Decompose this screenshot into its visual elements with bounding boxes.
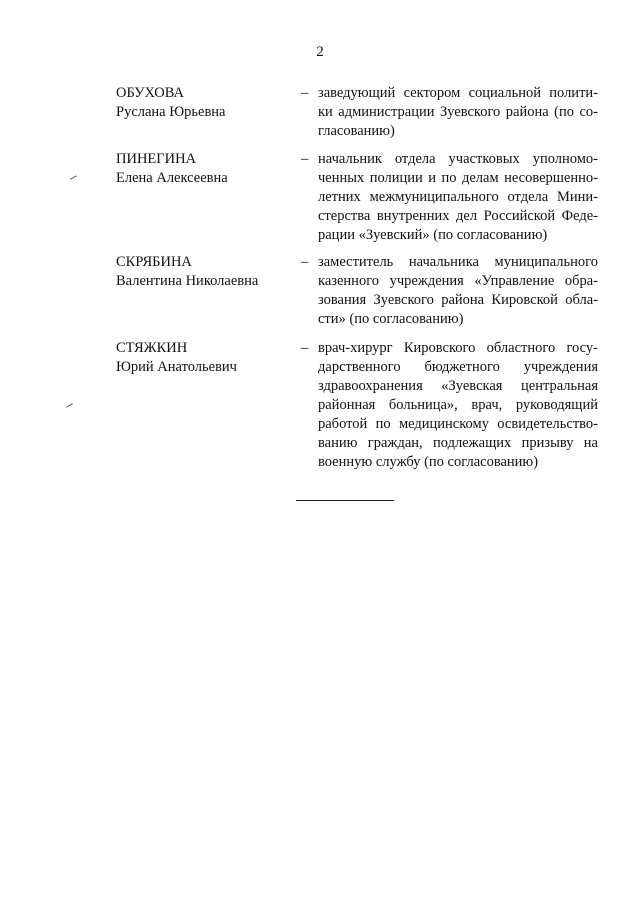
scan-speck <box>66 403 73 407</box>
member-surname: СКРЯБИНА <box>116 254 192 270</box>
member-name <box>116 253 286 291</box>
position-line: казенного учреждения «Управление обра- <box>318 273 598 289</box>
dash-separator: – <box>301 340 309 356</box>
member-position <box>318 84 598 141</box>
member-given-names: Юрий Анатольевич <box>116 359 237 375</box>
closing-rule <box>296 500 394 501</box>
member-surname: ПИНЕГИНА <box>116 151 197 167</box>
position-line: гласованию) <box>318 123 395 139</box>
position-line: заведующий сектором социальной полити- <box>318 85 598 101</box>
member-name <box>116 339 286 377</box>
member-given-names: Елена Алексеевна <box>116 170 228 186</box>
scan-speck <box>70 175 77 179</box>
position-line: летних межмуниципального отдела Мини- <box>318 189 598 205</box>
position-line: ки администрации Зуевского района (по со- <box>318 104 598 120</box>
member-surname: ОБУХОВА <box>116 85 184 101</box>
position-line: военную службу (по согласованию) <box>318 454 539 470</box>
page-number: 2 <box>316 44 324 60</box>
position-line: стерства внутренних дел Российской Феде- <box>318 208 598 224</box>
position-line: заместитель начальника муниципального <box>318 254 598 270</box>
member-surname: СТЯЖКИН <box>116 340 188 356</box>
position-line: ванию граждан, подлежащих призыву на <box>318 435 598 451</box>
member-position <box>318 150 598 245</box>
member-position <box>318 339 598 472</box>
position-line: зования Зуевского района Кировской обла- <box>318 292 598 308</box>
member-given-names: Валентина Николаевна <box>116 273 259 289</box>
position-line: работой по медицинскому освидетельство- <box>318 416 598 432</box>
position-line: ченных полиции и по делам несовершенно- <box>318 170 598 186</box>
position-line: дарственного бюджетного учреждения <box>318 359 598 375</box>
position-line: здравоохранения «Зуевская центральная <box>318 378 598 394</box>
position-line: начальник отдела участковых уполномо- <box>318 151 598 167</box>
dash-separator: – <box>301 85 309 101</box>
member-name <box>116 150 286 188</box>
position-line: районная больница», врач, руководящий <box>318 397 598 413</box>
dash-separator: – <box>301 254 309 270</box>
position-line: сти» (по согласованию) <box>318 311 464 327</box>
position-line: рации «Зуевский» (по согласованию) <box>318 227 548 243</box>
member-name <box>116 84 286 122</box>
position-line: врач-хирург Кировского областного госу- <box>318 340 598 356</box>
member-position <box>318 253 598 329</box>
member-given-names: Руслана Юрьевна <box>116 104 226 120</box>
dash-separator: – <box>301 151 309 167</box>
